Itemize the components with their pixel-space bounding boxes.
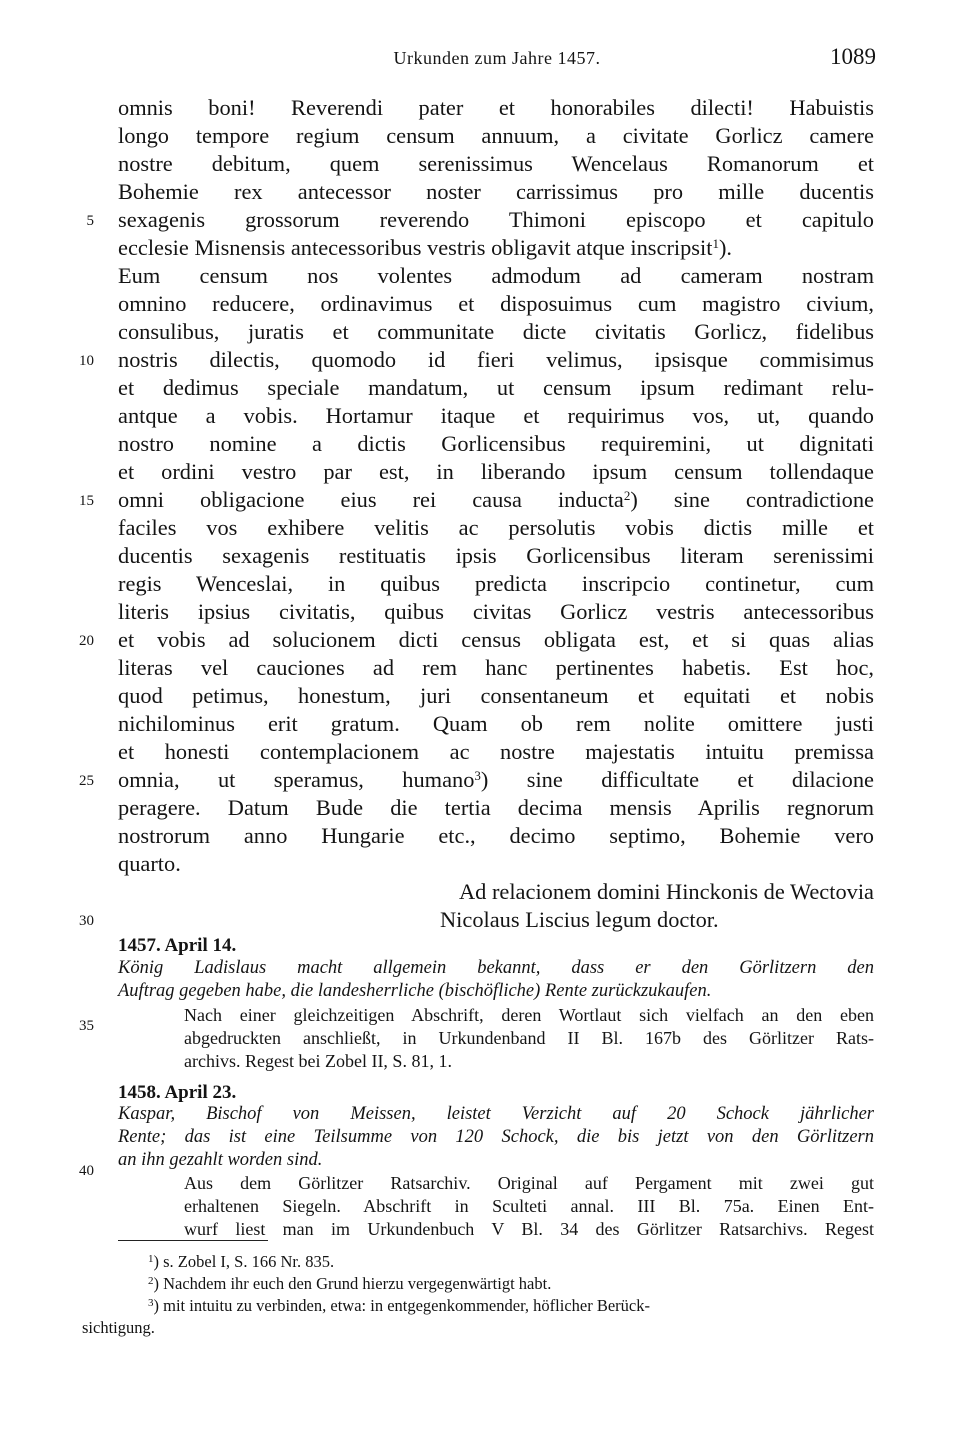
body-line [118,234,874,262]
footnote [148,1296,650,1316]
body-line: peragere. Datum Bude die tertia decima mensis Aprilis regnorum [118,795,874,820]
entry-heading: 1457. April 14. [118,935,237,956]
body-line: et ordini vestro par est, in liberando ipsum censum tollendaque [118,459,874,484]
body-line: nichilominus erit gratum. Quam ob rem nolite omittere justi [118,711,874,736]
body-line: omnino reducere, ordinavimus et disposuimus cum magistro civium, [118,291,874,316]
footnote-marker-close: ) [630,487,638,512]
line-number: 5 [86,213,94,229]
footnote-mark: 2 [148,1275,154,1287]
line-number: 40 [79,1163,94,1179]
body-line: et vobis ad solucionem dicti census obligata est, et si quas alias [118,627,874,652]
body-line-text: omnia, ut speramus, humano [118,767,475,792]
entry-source-note: Aus dem Görlitzer Ratsarchiv. Original auf Pergament mit zwei gut [184,1173,874,1193]
running-header [118,44,876,76]
body-line: quod petimus, honestum, juri consentaneum et equitati et nobis [118,683,874,708]
entry-source-note: archivs. Regest bei Zobel II, S. 81, 1. [184,1051,452,1071]
footnote-mark: 3 [148,1297,154,1309]
footnote-marker: 3 [474,768,481,783]
signature-line: Nicolaus Liscius legum doctor. [440,907,719,932]
footnote [82,1318,155,1338]
body-line: consulibus, juratis et communitate dicte civitatis Gorlicz, fidelibus [118,319,874,344]
body-line: nostrorum anno Hungarie etc., decimo septimo, Bohemie vero [118,823,874,848]
footnote [148,1252,334,1272]
signature-line: Ad relacionem domini Hinckonis de Wectovia [458,879,874,904]
footnote-marker: 1 [712,236,719,251]
footnote [148,1274,551,1294]
entry-source-note: abgedruckten anschließt, in Urkundenband II Bl. 167b des Görlitzer Rats- [184,1028,874,1048]
entry-abstract: an ihn gezahlt worden sind. [118,1150,323,1170]
line-number: 25 [79,773,94,789]
body-line: Bohemie rex antecessor noster carrissimus pro mille ducentis [118,179,874,204]
line-number: 35 [79,1018,94,1034]
footnote-marker: 2 [623,488,631,503]
body-line [118,486,874,514]
body-line-text: sine difficultate et dilacione [526,767,874,792]
body-line: omnis boni! Reverendi pater et honorabiles dilecti! Habuistis [118,95,874,120]
entry-abstract: Auftrag gegeben habe, die landesherrliche (bischöfliche) Rente zurückzukaufen. [118,981,712,1001]
body-line: regis Wenceslai, in quibus predicta inscripcio continetur, cum [118,571,874,596]
entry-abstract: Rente; das ist eine Teilsumme von 120 Schock, die bis jetzt von den Görlitzern [118,1127,874,1147]
footnote-marker-close: ) [480,767,489,792]
body-line: nostre debitum, quem serenissimus Wencelaus Romanorum et [118,151,874,176]
footnote-rule [118,1240,268,1241]
body-line: nostro nomine a dictis Gorlicensibus requiremini, ut dignitati [118,431,874,456]
body-line-text: sine contradictione [673,487,874,512]
footnote-text: sichtigung. [82,1318,155,1337]
entry-source-note: erhaltenen Siegeln. Abschrift in Sculteti annal. III Bl. 75a. Einen Ent- [184,1196,874,1216]
body-line: quarto. [118,851,181,876]
body-line: Eum censum nos volentes admodum ad cameram nostram [118,263,874,288]
footnote-text: ) s. Zobel I, S. 166 Nr. 835. [153,1252,335,1271]
footnote-mark: 1 [148,1253,154,1265]
body-line-text: ecclesie Misnensis antecessoribus vestris obligavit atque inscripsit [118,235,713,260]
body-line: nostris dilectis, quomodo id fieri velimus, ipsisque commisimus [118,347,874,372]
entry-abstract: Kaspar, Bischof von Meissen, leistet Verzicht auf 20 Schock jährlicher [118,1104,874,1124]
footnote-marker-close: ). [718,235,733,260]
body-line: ducentis sexagenis restituatis ipsis Gorlicensibus literam serenissimi [118,543,874,568]
body-line: literas vel cauciones ad rem hanc pertinentes habetis. Est hoc, [118,655,874,680]
entry-source-note: Nach einer gleichzeitigen Abschrift, deren Wortlaut sich vielfach an den eben [184,1005,874,1025]
line-number: 30 [79,913,94,929]
line-number: 15 [79,493,94,509]
body-line: sexagenis grossorum reverendo Thimoni episcopo et capitulo [118,207,874,232]
footnote-text: ) Nachdem ihr euch den Grund hierzu vergegenwärtigt habt. [153,1274,552,1293]
body-line: longo tempore regium censum annuum, a civitate Gorlicz camere [118,123,874,148]
footnote-text: ) mit intuitu zu verbinden, etwa: in entgegenkommender, höflicher Berück- [153,1296,650,1315]
entry-source-note: wurf liest man im Urkundenbuch V Bl. 34 des Görlitzer Ratsarchivs. Regest [184,1219,874,1239]
body-line: antque a vobis. Hortamur itaque et requirimus vos, ut, quando [118,403,874,428]
body-line: et dedimus speciale mandatum, ut censum ipsum redimant relu- [118,375,874,400]
running-title: Urkunden zum Jahre 1457. [393,48,601,68]
body-line: literis ipsius civitatis, quibus civitas Gorlicz vestris antecessoribus [118,599,874,624]
entry-abstract: König Ladislaus macht allgemein bekannt, dass er den Görlitzern den [118,958,874,978]
page-number: 1089 [830,44,876,69]
entry-heading: 1458. April 23. [118,1082,237,1103]
body-line: faciles vos exhibere velitis ac persolutis vobis dictis mille et [118,515,874,540]
line-number: 10 [79,353,94,369]
body-line-text: omni obligacione eius rei causa inducta [118,487,624,512]
line-number: 20 [79,633,94,649]
body-line [118,766,874,794]
body-line: et honesti contemplacionem ac nostre majestatis intuitu premissa [118,739,874,764]
